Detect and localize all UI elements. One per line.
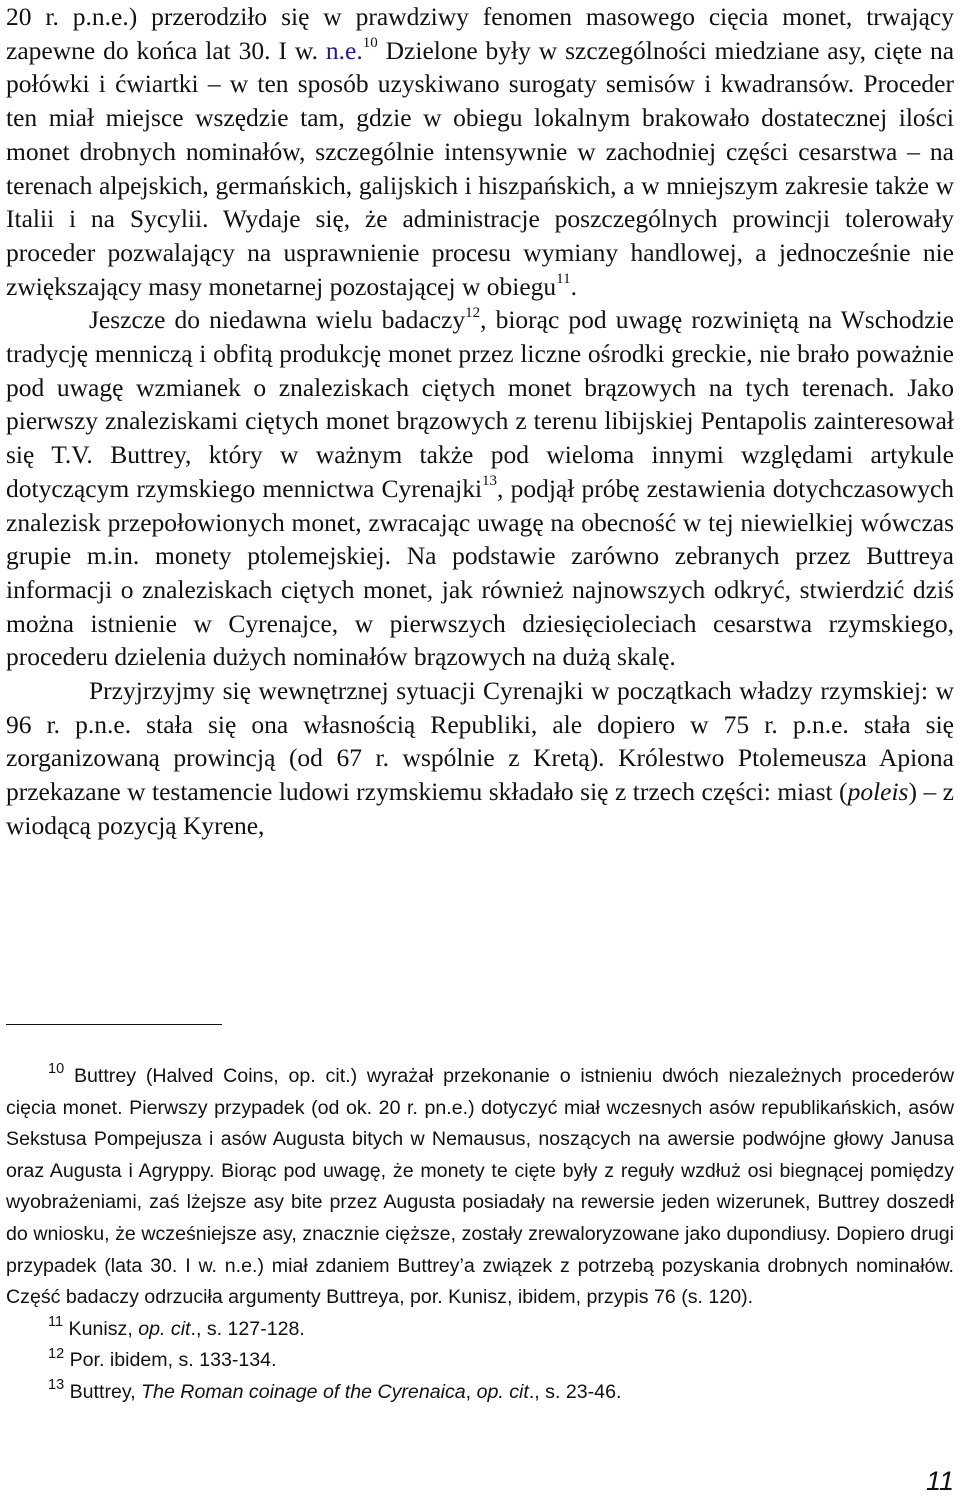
footnote-text: Por. ibidem, s. 133-134. xyxy=(64,1349,277,1372)
footnote-text: Buttrey (Halved Coins, op. cit.) wyrażał przekonanie o istnieniu dwóch niezależnych procederów cięcia monet. Pierwszy przypadek (od ok. 20 r. pn.e.) dotyczyć miał wczesnych asów republikańskich, asów Sekstusa Pompejusza i asów Augusta bitych w Nemausus, noszących na awersie podwójne głowy Janusa oraz Augusta i Agryppy. Biorąc pod uwagę, że monety te cięte były z reguły wzdłuż osi biegnącej pomiędzy wyobrażeniami, zaś lżejsze asy bite przez Augusta posiadały na rewersie jeden wizerunek, Buttrey doszedł do wniosku, że wcześniejsze asy, znacznie cięższe, zostały zrewaloryzowane jako dupondiusy. Dopiero drugi przypadek (lata 30. I w. n.e.) miał zdaniem Buttrey’a związek z potrzebą pozyskania drobnych nominałów. Część badaczy odrzuciła argumenty Buttreya, por. Kunisz, ibidem, przypis 76 (s. 120). xyxy=(6,1065,954,1309)
paragraph-2-text-b: , biorąc pod uwagę rozwiniętą na Wschodzie tradycję menniczą i obfitą produkcję monet przez liczne ośrodki greckie, nie brało poważnie pod uwagę wzmianek o znaleziskach ciętych monet brązowych na tych terenach. Jako pierwszy znaleziskami ciętych monet brązowych z terenu libijskiej Pentapolis zainteresował się T.V. Buttrey, który w ważnym także pod wieloma innymi względami artykule dotyczącym rzymskiego mennictwa Cyrenajki xyxy=(6,305,954,503)
footnote-ref-13[interactable]: 13 xyxy=(482,473,498,490)
paragraph-3-text-a: Przyjrzyjmy się wewnętrznej sytuacji Cyrenajki w początkach władzy rzymskiej: w 96 r. p.n.e. stała się ona własnością Republiki, ale dopiero w 75 r. p.n.e. stała się zorganizowaną prowincją (od 67 r. wspólnie z Kretą). Królestwo Ptolemeusza Apiona przekazane w testamencie ludowi rzymskiemu składało się z trzech części: miast ( xyxy=(6,676,954,807)
footnote-text: , xyxy=(465,1380,477,1403)
footnote-italic: op. cit xyxy=(138,1317,191,1340)
paragraph-1-text-a: 20 r. p.n.e.) przerodziło się w prawdziwy fenomen masowego cięcia monet, trwający zapewne do końca lat 30. I w. xyxy=(6,2,954,65)
paragraph-2 xyxy=(6,303,954,674)
footnote-italic: The Roman coinage of the Cyrenaica xyxy=(141,1380,466,1403)
main-text xyxy=(6,0,954,843)
footnote-ref-10[interactable]: 10 xyxy=(362,35,378,52)
page-number: 11 xyxy=(925,1466,954,1496)
footnote-13 xyxy=(6,1377,954,1409)
paragraph-3-text-b: ) – z wiodącą pozycją Kyrene, xyxy=(6,777,954,840)
footnote-number: 12 xyxy=(48,1345,65,1362)
document-page xyxy=(6,0,954,1509)
footnote-11 xyxy=(6,1314,954,1346)
era-abbreviation-link[interactable]: n.e. xyxy=(325,35,363,65)
paragraph-1-text-b: Dzielone były w szczególności miedziane asy, cięte na połówki i ćwiartki – w ten sposób uzyskiwano surogaty semisów i kwadransów. Proceder ten miał miejsce wszędzie tam, gdzie w obiegu lokalnym brakowało dostatecznej ilości monet drobnych nominałów, szczególnie intensywnie w zachodniej części cesarstwa – na terenach alpejskich, germańskich, galijskich i hiszpańskich, a w mniejszym zakresie także w Italii i na Sycylii. Wydaje się, że administracje poszczególnych prowincji tolerowały proceder pozwalający na usprawnienie procesu wymiany handlowej, a jednocześnie nie zwiększający masy monetarnej pozostającej w obiegu xyxy=(6,35,955,301)
footnote-text: ., s. 127-128. xyxy=(190,1317,305,1340)
footnote-separator xyxy=(6,1024,222,1025)
footnote-12 xyxy=(6,1345,954,1377)
footnote-number: 11 xyxy=(48,1314,64,1331)
paragraph-1 xyxy=(6,0,954,303)
footnote-italic: op. cit xyxy=(476,1380,529,1403)
footnote-10 xyxy=(6,1061,954,1314)
footnote-ref-12[interactable]: 12 xyxy=(465,304,481,321)
footnote-number: 13 xyxy=(48,1377,65,1394)
footnote-text: Kunisz, xyxy=(63,1317,139,1340)
paragraph-3-italic-term: poleis xyxy=(847,777,909,807)
footnotes xyxy=(6,1061,954,1409)
footnote-ref-11[interactable]: 11 xyxy=(556,271,571,288)
footnote-number: 10 xyxy=(48,1061,65,1078)
paragraph-3 xyxy=(6,674,954,843)
footnote-text: ., s. 23-46. xyxy=(528,1380,622,1403)
paragraph-1-text-c: . xyxy=(570,271,577,301)
paragraph-2-text-c: , podjął próbę zestawienia dotychczasowych znalezisk przepołowionych monet, zwracając uwagę na obecność w tej niewielkiej wówczas grupie m.in. monety ptolemejskiej. Na podstawie zarówno zebranych przez Buttreya informacji o znaleziskach ciętych monet, jak również najnowszych odkryć, stwierdzić dziś można istnienie w Cyrenajce, w pierwszych dziesięcioleciach cesarstwa rzymskiego, procederu dzielenia dużych nominałów brązowych na dużą skalę. xyxy=(6,473,955,672)
footnote-text: Buttrey, xyxy=(64,1380,142,1403)
paragraph-2-text-a: Jeszcze do niedawna wielu badaczy xyxy=(89,305,466,335)
